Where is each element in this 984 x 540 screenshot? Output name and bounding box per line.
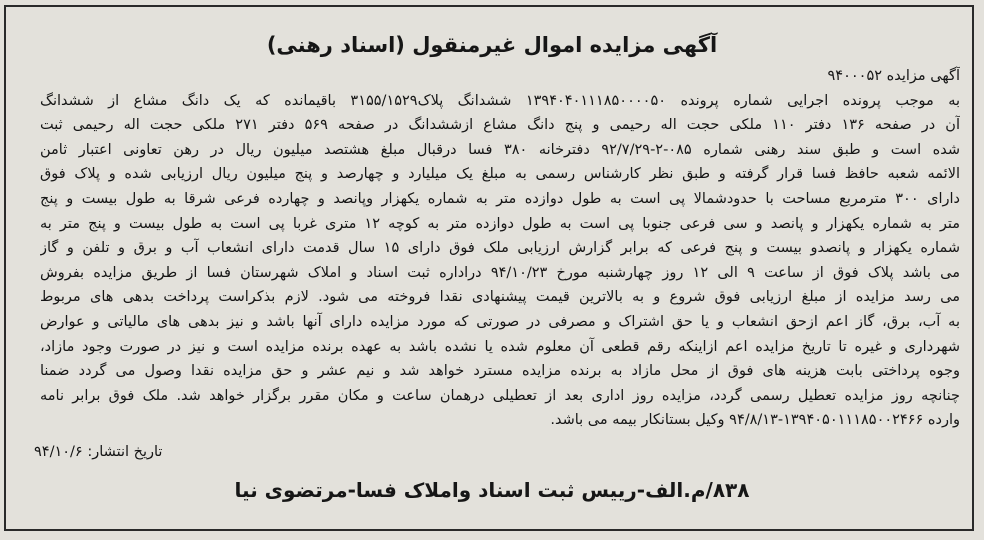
notice-line: وجوه پرداختی بابت هزینه های فوق از محل مازاد به برنده مزایده مسترد خواهد شد و نیم عشر و حق مزایده نقدا وصول می گردد ضمنا xyxy=(40,363,960,380)
notice-body xyxy=(40,64,960,433)
notice-line: الائمه شعبه حافظ فسا قرار گرفته و طبق نظر کارشناس رسمی به مبلغ یک میلیارد و چهارصد و پنج میلیون ریال ارزیابی شده و پلاک فوق xyxy=(40,166,960,183)
notice-line: به آب، برق، گاز اعم ازحق انشعاب و یا حق اشتراک و مصرفی در صورتی که مورد مزایده دارای آنها باشد و نیز بدهی های مالیاتی و عوارض xyxy=(40,313,960,330)
notice-line: می باشد پلاک فوق از ساعت ۹ الی ۱۲ روز چهارشنبه مورخ ۹۴/۱۰/۲۳ دراداره ثبت اسناد و املاک شهرستان فسا از طریق مزایده بفروش xyxy=(40,264,960,281)
notice-title: آگهی مزایده اموال غیرمنقول (اسناد رهنی) xyxy=(266,33,718,57)
notice-line: آن در صفحه ۱۳۶ دفتر ۱۱۰ ملکی حجت اله رحیمی و پنج دانگ مشاع ازششدانگ در صفحه ۵۶۹ دفتر ۲۷۱ ملکی حجت اله رحیمی ثبت xyxy=(40,117,960,134)
notice-signature: ۸۳۸/م.الف-رییس ثبت اسناد واملاک فسا-مرتضوی نیا xyxy=(234,478,750,502)
notice-line: دارای ۳۰۰ مترمربع مساحت با حدودشمالا پی است به طول دوازده متر به شماره یکهزار وپانصد و چهارده فرعی شرقا به طول بیست و پنج xyxy=(40,190,960,207)
notice-line: چنانچه روز مزایده تعطیل رسمی گردد، مزایده روز اداری بعد از تعطیلی درهمان ساعت و مکان مقرر برگزار خواهد شد. ملک فوق برابر نامه xyxy=(40,387,960,404)
notice-line: شماره یکهزار و پانصدو بیست و پنج فرعی که برابر گزارش ارزیابی ملک فوق دارای ۱۵ سال قدمت دارای انشعاب آب و برق و تلفن و گاز xyxy=(40,240,960,257)
publish-date: تاریخ انتشار: ۹۴/۱۰/۶ xyxy=(34,444,163,460)
notice-line: شهرداری و غیره تا تاریخ مزایده اعم ازاینکه رقم قطعی آن معلوم شده یا نشده باشد به عهده برنده مزایده است و نیز در صورت وجود مازاد، xyxy=(40,338,960,355)
auction-number: آگهی مزایده ۹۴۰۰۰۵۲ xyxy=(827,68,960,84)
notice-line: شده است و طبق سند رهنی شماره ۰۸۵-۲-۹۲/۷/۲۹ دفترخانه ۳۸۰ فسا درقبال مبلغ هشتصد میلیون ریال در رهن تعاونی اعتبار ثامن xyxy=(40,141,960,158)
notice-line: می رسد مزایده از مبلغ ارزیابی فوق شروع و به بالاترین قیمت پیشنهادی نقدا فروخته می شود. لازم بذکراست پرداخت بدهی های مربوط xyxy=(40,289,960,306)
notice-line: به موجب پرونده اجرایی شماره پرونده ۱۳۹۴۰۴۰۱۱۱۸۵۰۰۰۰۵۰ ششدانگ پلاک۳۱۵۵/۱۵۲۹ باقیمانده که یک دانگ مشاع از ششدانگ xyxy=(40,92,960,109)
notice-line: متر به شماره یکهزار و پانصد و سی فرعی جنوبا پی است به طول دوازده متر به کوچه ۱۲ متری غربا پی است به طول بیست و پنج متر به xyxy=(40,215,960,232)
notice-last-line: وارده ۱۳۹۴۰۵۰۱۱۱۸۵۰۰۲۴۶۶-۹۴/۸/۱۳ وکیل بستانکار بیمه می باشد. xyxy=(550,412,960,429)
